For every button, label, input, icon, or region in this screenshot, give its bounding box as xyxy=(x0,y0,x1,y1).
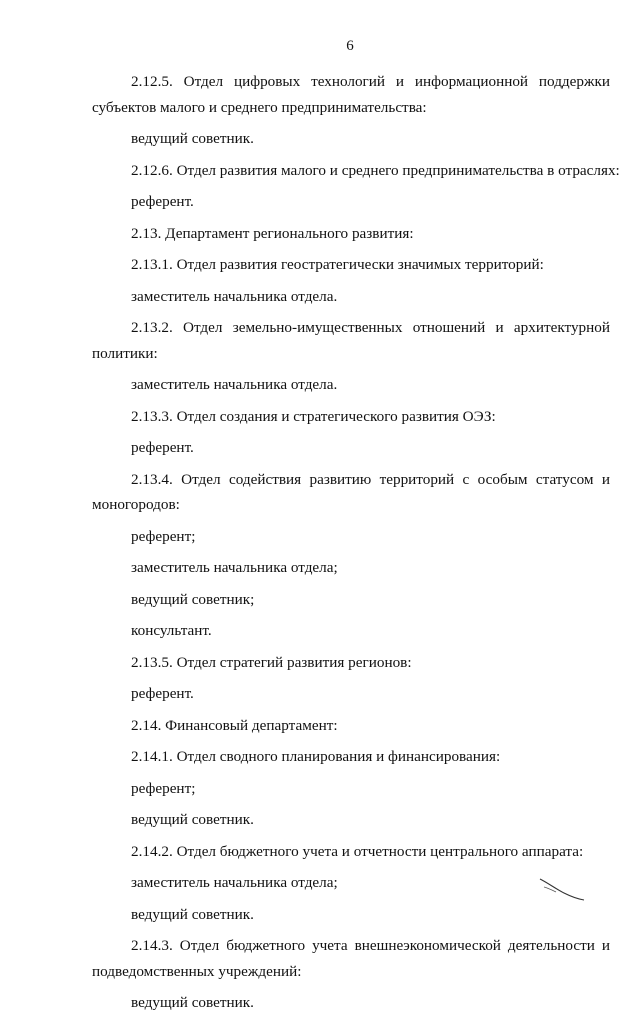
position-item: референт. xyxy=(131,439,194,456)
position-item: референт. xyxy=(131,685,194,702)
position-item: референт; xyxy=(131,527,196,545)
position-item: ведущий советник. xyxy=(131,905,254,923)
position-item: ведущий советник; xyxy=(131,590,255,608)
position-item: ведущий советник. xyxy=(131,130,254,147)
section-heading: 2.12.6. Отдел развития малого и среднего предпринимательства в отраслях: xyxy=(131,161,620,179)
section-heading: 2.14.2. Отдел бюджетного учета и отчетности центрального аппарата: xyxy=(131,842,584,860)
section-heading: 2.12.5. Отдел цифровых технологий и информационной поддержки субъектов малого и среднего предпринимательства: xyxy=(92,73,610,116)
section-heading: 2.13.3. Отдел создания и стратегического развития ОЭЗ: xyxy=(131,407,496,425)
section-heading: 2.14. Финансовый департамент: xyxy=(131,716,338,734)
document-body xyxy=(92,69,620,1016)
section-heading: 2.14.1. Отдел сводного планирования и финансирования: xyxy=(131,748,501,765)
section-heading: 2.13.2. Отдел земельно-имущественных отношений и архитектурной политики: xyxy=(92,319,610,362)
position-item: референт; xyxy=(131,779,196,797)
section-heading: 2.13. Департамент регионального развития: xyxy=(131,224,414,242)
position-item: референт. xyxy=(131,193,194,210)
position-item: консультант. xyxy=(131,622,212,639)
pen-stroke-mark xyxy=(538,875,586,901)
position-item: заместитель начальника отдела. xyxy=(131,287,338,305)
position-item: заместитель начальника отдела. xyxy=(131,376,338,393)
position-item: заместитель начальника отдела; xyxy=(131,874,338,891)
section-heading: 2.14.3. Отдел бюджетного учета внешнеэкономической деятельности и подведомственных учреждений: xyxy=(92,937,610,980)
section-heading: 2.13.4. Отдел содействия развитию территорий с особым статусом и моногородов: xyxy=(92,470,610,513)
position-item: ведущий советник. xyxy=(131,994,254,1011)
position-item: заместитель начальника отдела; xyxy=(131,559,338,576)
section-heading: 2.13.1. Отдел развития геостратегически значимых территорий: xyxy=(131,256,544,273)
page-number: 6 xyxy=(346,38,354,54)
position-item: ведущий советник. xyxy=(131,811,254,828)
section-heading: 2.13.5. Отдел стратегий развития регионов: xyxy=(131,653,412,671)
